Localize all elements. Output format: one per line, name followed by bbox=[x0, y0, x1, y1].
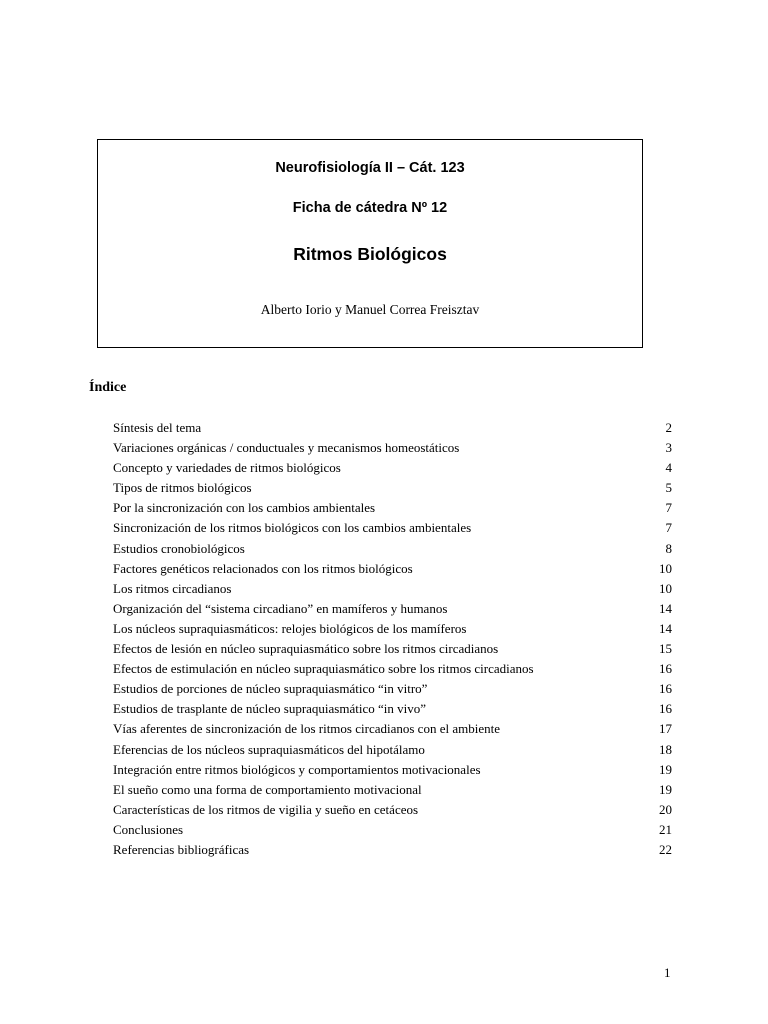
toc-entry bbox=[113, 639, 672, 659]
toc-entry bbox=[113, 820, 672, 840]
toc-entry-page: 18 bbox=[659, 741, 672, 757]
toc-entry-page: 16 bbox=[659, 661, 672, 677]
toc-entry bbox=[113, 478, 672, 498]
toc-entry-title: Los núcleos supraquiasmáticos: relojes biológicos de los mamíferos bbox=[113, 620, 467, 636]
index-heading: Índice bbox=[89, 380, 127, 395]
title-box bbox=[97, 139, 643, 348]
toc-entry-page: 3 bbox=[665, 440, 672, 456]
toc-entry-page: 8 bbox=[665, 540, 672, 556]
toc-entry-page: 20 bbox=[659, 801, 672, 817]
toc-entry-title: Concepto y variedades de ritmos biológicos bbox=[113, 460, 341, 476]
toc-entry bbox=[113, 438, 672, 458]
toc-entry bbox=[113, 498, 672, 518]
toc-entry-page: 21 bbox=[659, 821, 672, 837]
toc-entry-title: Estudios de porciones de núcleo supraquiasmático “in vitro” bbox=[113, 681, 428, 697]
toc-entry-title: Sincronización de los ritmos biológicos con los cambios ambientales bbox=[113, 520, 472, 536]
toc-entry-page: 7 bbox=[665, 500, 672, 516]
toc-entry-page: 22 bbox=[659, 841, 672, 857]
toc-entry-title: Conclusiones bbox=[113, 821, 184, 837]
toc-entry bbox=[113, 800, 672, 820]
toc-entry-title: Eferencias de los núcleos supraquiasmáticos del hipotálamo bbox=[113, 741, 425, 757]
toc-entry-page: 16 bbox=[659, 681, 672, 697]
toc-entry-title: Características de los ritmos de vigilia y sueño en cetáceos bbox=[113, 801, 419, 817]
toc-entry-title: Integración entre ritmos biológicos y comportamientos motivacionales bbox=[113, 761, 481, 777]
toc-entry bbox=[113, 699, 672, 719]
toc-entry-page: 7 bbox=[665, 520, 672, 536]
toc-entry bbox=[113, 679, 672, 699]
toc-entry-title: Síntesis del tema bbox=[113, 420, 202, 435]
toc-entry-page: 14 bbox=[659, 620, 672, 636]
toc-entry bbox=[113, 518, 672, 538]
toc-entry-page: 2 bbox=[665, 420, 672, 435]
toc-entry-page: 19 bbox=[659, 781, 672, 797]
toc-entry-title: Vías aferentes de sincronización de los ritmos circadianos con el ambiente bbox=[113, 721, 500, 737]
toc-entry bbox=[113, 579, 672, 599]
toc-entry bbox=[113, 599, 672, 619]
toc-entry-title: Estudios de trasplante de núcleo supraquiasmático “in vivo” bbox=[113, 701, 426, 717]
toc-entry bbox=[113, 840, 672, 860]
toc-entry-title: Variaciones orgánicas / conductuales y mecanismos homeostáticos bbox=[113, 440, 460, 456]
toc-entry-page: 19 bbox=[659, 761, 672, 777]
ficha-number: Ficha de cátedra Nº 12 bbox=[292, 200, 448, 216]
toc-entry-title: Tipos de ritmos biológicos bbox=[113, 480, 252, 496]
toc-entry-page: 4 bbox=[665, 460, 672, 476]
toc-entry bbox=[113, 418, 672, 438]
toc-entry bbox=[113, 659, 672, 679]
toc-entry bbox=[113, 539, 672, 559]
toc-entry-page: 5 bbox=[665, 480, 672, 496]
toc-entry bbox=[113, 780, 672, 800]
toc-entry bbox=[113, 559, 672, 579]
toc-entry-title: Estudios cronobiológicos bbox=[113, 540, 245, 556]
toc-entry-page: 14 bbox=[659, 600, 672, 616]
toc-entry-title: Los ritmos circadianos bbox=[113, 580, 232, 596]
toc-entry-title: Efectos de lesión en núcleo supraquiasmático sobre los ritmos circadianos bbox=[113, 641, 499, 657]
toc-entry-page: 10 bbox=[659, 580, 672, 596]
page-number: 1 bbox=[664, 965, 671, 980]
toc-entry bbox=[113, 458, 672, 478]
authors: Alberto Iorio y Manuel Correa Freisztav bbox=[260, 302, 480, 317]
toc-entry-title: Factores genéticos relacionados con los ritmos biológicos bbox=[113, 560, 413, 576]
course-name: Neurofisiología II – Cát. 123 bbox=[275, 160, 465, 176]
toc-entry-page: 17 bbox=[659, 721, 672, 737]
toc-entry bbox=[113, 740, 672, 760]
toc-entry-title: Por la sincronización con los cambios ambientales bbox=[113, 500, 376, 516]
document-title: Ritmos Biológicos bbox=[293, 244, 447, 264]
table-of-contents bbox=[113, 418, 672, 860]
toc-entry-page: 10 bbox=[659, 560, 672, 576]
toc-entry-title: Organización del “sistema circadiano” en mamíferos y humanos bbox=[113, 600, 448, 616]
toc-entry bbox=[113, 760, 672, 780]
toc-entry-page: 16 bbox=[659, 701, 672, 717]
toc-entry-title: Efectos de estimulación en núcleo supraquiasmático sobre los ritmos circadianos bbox=[113, 661, 534, 677]
toc-entry-title: El sueño como una forma de comportamiento motivacional bbox=[113, 781, 422, 797]
toc-entry bbox=[113, 719, 672, 739]
toc-entry-title: Referencias bibliográficas bbox=[113, 841, 250, 857]
toc-entry bbox=[113, 619, 672, 639]
toc-entry-page: 15 bbox=[659, 641, 672, 657]
